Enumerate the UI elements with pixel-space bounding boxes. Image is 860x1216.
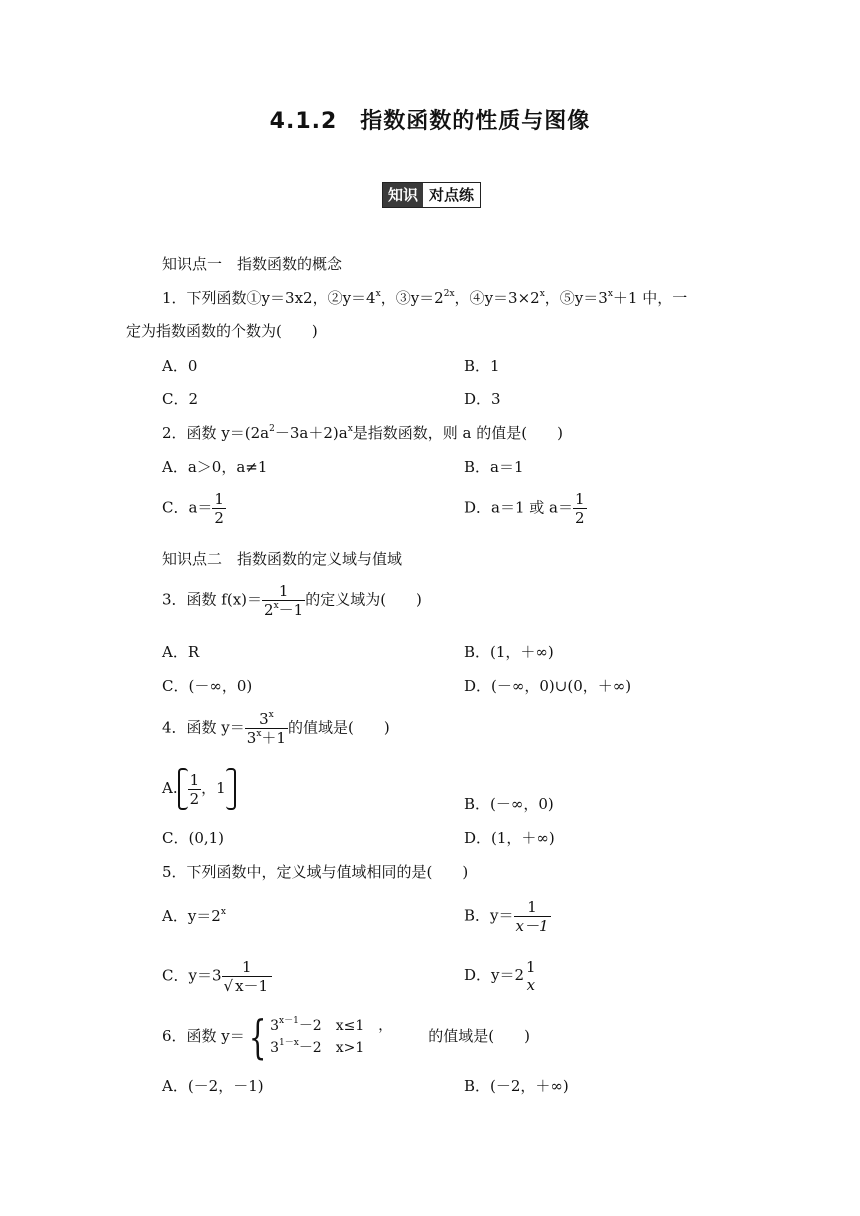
section-heading-2: 知识点二 指数函数的定义域与值域 bbox=[162, 550, 403, 568]
q4-option-d: D．(1，＋∞) bbox=[464, 829, 555, 847]
q1-option-a: A．0 bbox=[162, 357, 198, 375]
q5-option-b: B．y＝ $\frac{1}{x-1}$ bbox=[464, 898, 549, 935]
badge-right: 对点练 bbox=[423, 183, 480, 207]
q2-option-d: D．a＝1 或 a＝ $\frac{1}{2}$ bbox=[464, 490, 585, 527]
section-heading-1: 知识点一 指数函数的概念 bbox=[162, 255, 343, 273]
question-3-stem: 3．函数 f(x)＝ $\frac{1}{2^x-1}$ 的定义域为( ) bbox=[162, 582, 422, 619]
q4-option-c: C．(0,1) bbox=[162, 829, 225, 847]
question-5-stem: 5．下列函数中，定义域与值域相同的是( ) bbox=[162, 863, 469, 881]
q2-option-a: A．a＞0，a≠1 bbox=[162, 458, 268, 476]
q2-option-b: B．a＝1 bbox=[464, 458, 524, 476]
q1-option-b: B．1 bbox=[464, 357, 500, 375]
q1-option-d: D．3 bbox=[464, 390, 501, 408]
q6-option-a: A．(－2，－1) bbox=[162, 1077, 264, 1095]
page-title: 4.1.2 指数函数的性质与图像 bbox=[269, 109, 591, 134]
q3-option-d: D．(－∞，0)∪(0，＋∞) bbox=[464, 677, 632, 695]
section-badge bbox=[382, 182, 481, 208]
q3-option-a: A．R bbox=[162, 643, 200, 661]
question-2-stem: 2．函数 $y=(2a^2-3a+2)a^x$是指数函数，则 a 的值是( ) bbox=[162, 424, 563, 442]
question-1-stem-cont: 定为指数函数的个数为( ) bbox=[126, 322, 318, 340]
q5-option-a: A．$y=2^x$ bbox=[162, 907, 226, 925]
q3-option-c: C．(－∞，0) bbox=[162, 677, 253, 695]
q2-option-c: C．a＝ $\frac{1}{2}$ bbox=[162, 490, 224, 527]
q5-option-d: D．y＝2 1 x bbox=[464, 958, 536, 994]
q5-option-c: C．y＝3 $\frac{1}{√ x-1}$ bbox=[162, 958, 272, 995]
q6-option-b: B．(－2，＋∞) bbox=[464, 1077, 569, 1095]
question-4-stem: 4．函数 y＝ $\frac{3^x}{3^x+1}$ 的值域是( ) bbox=[162, 710, 390, 747]
question-6-stem: 6．函数 y＝{ $3^{x-1}-2$ x≤1 ， $3^{1-x}-2$ x>1 的值域是( ) bbox=[162, 1010, 530, 1064]
q4-option-b: B．(－∞，0) bbox=[464, 795, 554, 813]
q1-option-c: C．2 bbox=[162, 390, 199, 408]
question-1-stem: 1．下列函数①y＝3x2，$②y=4^x$，$③y=2^{2x}$，$④y=3\times 2^x$，$⑤y=3^x+1$ 中，一 bbox=[162, 289, 688, 307]
q4-option-a: A. $\frac{1}{2}$ ，1 bbox=[162, 768, 236, 810]
badge-left: 知识 bbox=[383, 183, 423, 207]
q3-option-b: B．(1，＋∞) bbox=[464, 643, 554, 661]
